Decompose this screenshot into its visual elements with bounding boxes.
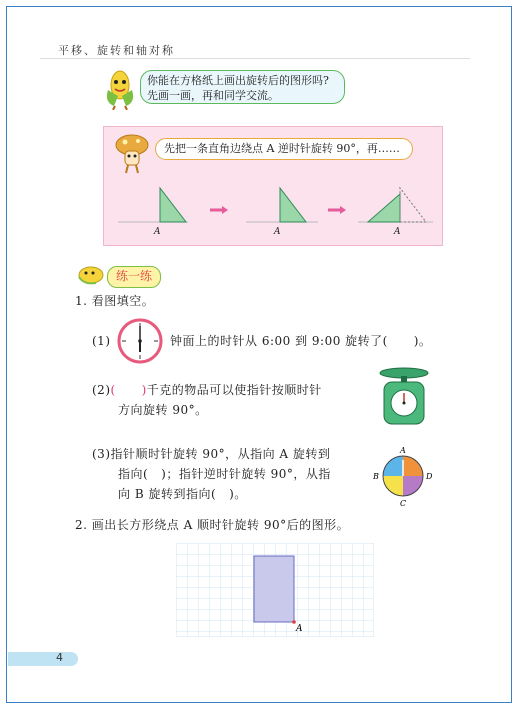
grid-label-a: A xyxy=(296,624,303,634)
arrow-icon xyxy=(328,206,346,214)
dial-label-a: A xyxy=(400,446,406,455)
grid-paper[interactable] xyxy=(176,543,374,637)
page-number-tab xyxy=(8,652,78,666)
running-header: 平移、旋转和轴对称 xyxy=(58,44,175,57)
q1-part2-text-a: 千克的物品可以使指针按顺时针 xyxy=(146,383,322,397)
rectangle-shape xyxy=(254,556,294,622)
bubble-line-2: 先画一画，再和同学交流。 xyxy=(147,89,279,102)
dial-label-b: B xyxy=(373,472,379,481)
triangle-step-1 xyxy=(118,188,188,237)
direction-dial-icon xyxy=(372,445,434,507)
q1-part2-line1 xyxy=(92,380,322,400)
q1-part2-close: ) xyxy=(141,383,147,397)
q1-part2-blank[interactable] xyxy=(116,383,142,397)
mushroom-mascot-icon xyxy=(112,133,152,175)
dial-label-d: D xyxy=(426,472,433,481)
q1-part1-number: (1) xyxy=(92,334,111,348)
speech-bubble-mushroom: 先把一条直角边绕点 A 逆时针旋转 90°，再…… xyxy=(155,138,413,160)
label-a-1: A xyxy=(154,227,161,237)
q1-part3-line1 xyxy=(92,444,330,464)
practice-mascot-icon xyxy=(78,263,108,285)
q1-part3-text-b1: 指向( xyxy=(118,467,149,481)
q1-part1-text-a: 钟面上的时针从 6:00 到 9:00 旋转了( xyxy=(170,334,388,348)
bubble-line-1: 你能在方格纸上画出旋转后的图形吗? xyxy=(147,74,329,87)
q1-part3-line2 xyxy=(118,464,331,484)
q1-part3-blank-2[interactable] xyxy=(216,487,229,501)
q1-part3-text-b2: )；指针逆时针旋转 90°，从指 xyxy=(161,467,331,481)
q1-part3-text-a: 指针顺时针旋转 90°，从指向 A 旋转到 xyxy=(110,447,331,461)
dial-label-c: C xyxy=(400,499,407,507)
q1-part1-text-b: )。 xyxy=(413,334,432,348)
page-number: 4 xyxy=(56,651,63,664)
header-divider xyxy=(40,58,470,59)
scale-icon xyxy=(378,365,430,427)
q1-part2-open: ( xyxy=(110,383,116,397)
question-2-title: 2. 画出长方形绕点 A 顺时针旋转 90°后的图形。 xyxy=(75,518,350,532)
q1-part3-line3 xyxy=(118,484,247,504)
triangle-step-2 xyxy=(246,188,318,237)
q1-part3-text-c2: )。 xyxy=(229,487,247,501)
label-a-3: A xyxy=(394,227,401,237)
q1-part2-line2: 方向旋转 90°。 xyxy=(118,403,208,417)
q1-part3-text-c1: 向 B 旋转到指向( xyxy=(118,487,217,501)
rotation-steps-figure xyxy=(118,180,438,240)
q1-part1-text xyxy=(170,331,431,351)
clock-icon xyxy=(117,318,163,364)
q1-part2-number: (2) xyxy=(92,383,111,397)
q1-part3-blank-1[interactable] xyxy=(148,467,161,481)
practice-heading: 练一练 xyxy=(107,266,161,288)
corn-mascot-icon xyxy=(100,68,140,110)
question-1-title: 1. 看图填空。 xyxy=(75,294,155,308)
q1-part1-blank[interactable] xyxy=(388,334,414,348)
triangle-step-3 xyxy=(358,188,433,237)
speech-bubble-corn xyxy=(140,70,345,104)
q1-part3-number: (3) xyxy=(92,447,111,461)
label-a-2: A xyxy=(274,227,281,237)
arrow-icon xyxy=(210,206,228,214)
